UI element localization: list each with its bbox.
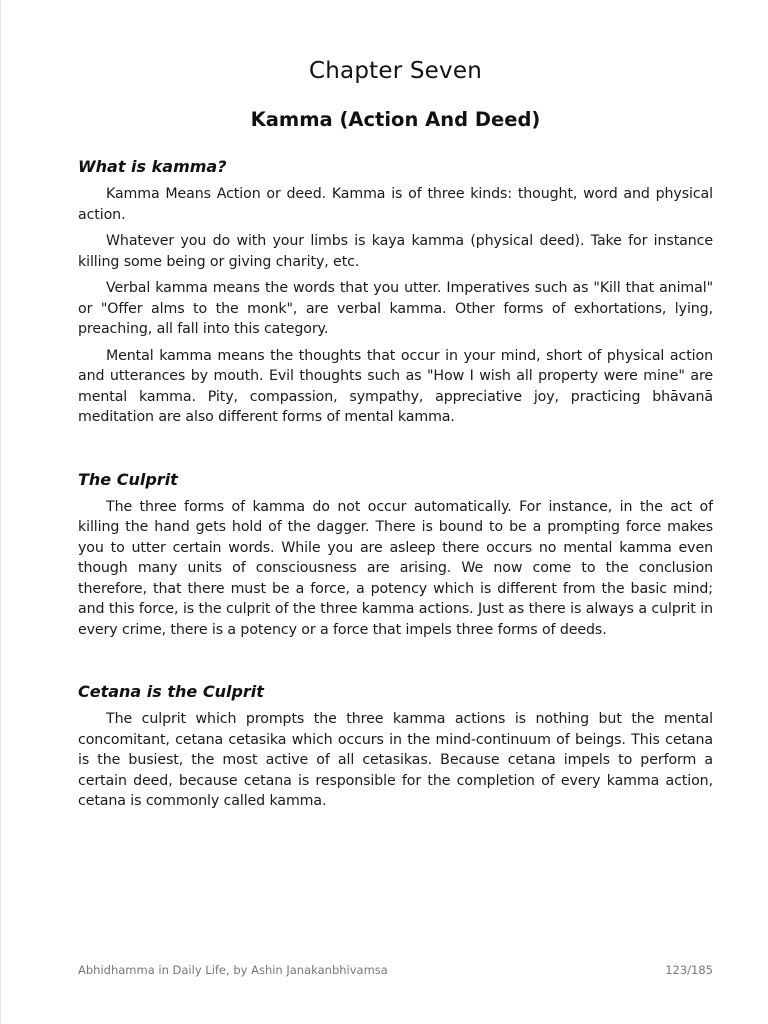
paragraph: Mental kamma means the thoughts that occur in your mind, short of physical action and utterances by mouth. Evil thoughts such as "How I wish all property were mine" are mental kamma. Pity, compassion, sympathy, appreciative joy, practicing bhāvanā meditation are also different forms of mental kamma. (78, 347, 713, 425)
section-cetana-is-the-culprit (78, 682, 713, 812)
page-footer (78, 963, 713, 977)
paragraph: The three forms of kamma do not occur automatically. For instance, in the act of killing the hand gets hold of the dagger. There is bound to be a prompting force makes you to utter certain words. While you are asleep there occurs no mental kamma even though many units of consciousness are arising. We now come to the conclusion therefore, that there must be a force, a potency which is different from the basic mind; and this force, is the culprit of the three kamma actions. Just as there is always a culprit in every crime, there is a potency or a force that impels three forms of deeds. (78, 498, 713, 638)
page-content (78, 58, 713, 818)
page-number: 123/185 (665, 963, 713, 977)
paragraph: Kamma Means Action or deed. Kamma is of three kinds: thought, word and physical action. (78, 186, 713, 223)
footer-source: Abhidhamma in Daily Life, by Ashin Janakanbhivamsa (78, 963, 388, 977)
section-what-is-kamma (78, 157, 713, 428)
paragraph: Verbal kamma means the words that you utter. Imperatives such as "Kill that animal" or "Offer alms to the monk", are verbal kamma. Other forms of exhortations, lying, preaching, all fall into this category. (78, 280, 713, 337)
paragraph: Whatever you do with your limbs is kaya kamma (physical deed). Take for instance killing some being or giving charity, etc. (78, 233, 713, 270)
section-heading: The Culprit (78, 469, 178, 489)
paragraph: The culprit which prompts the three kamma actions is nothing but the mental concomitant, cetana cetasika which occurs in the mind-continuum of beings. This cetana is the busiest, the most active of all cetasikas. Because cetana impels to perform a certain deed, because cetana is responsible for the completion of every kamma action, cetana is commonly called kamma. (78, 711, 713, 809)
chapter-label: Chapter Seven (309, 58, 482, 84)
chapter-title: Kamma (Action And Deed) (250, 108, 541, 131)
section-the-culprit (78, 470, 713, 641)
section-heading: Cetana is the Culprit (78, 682, 264, 701)
section-heading: What is kamma? (78, 157, 227, 176)
